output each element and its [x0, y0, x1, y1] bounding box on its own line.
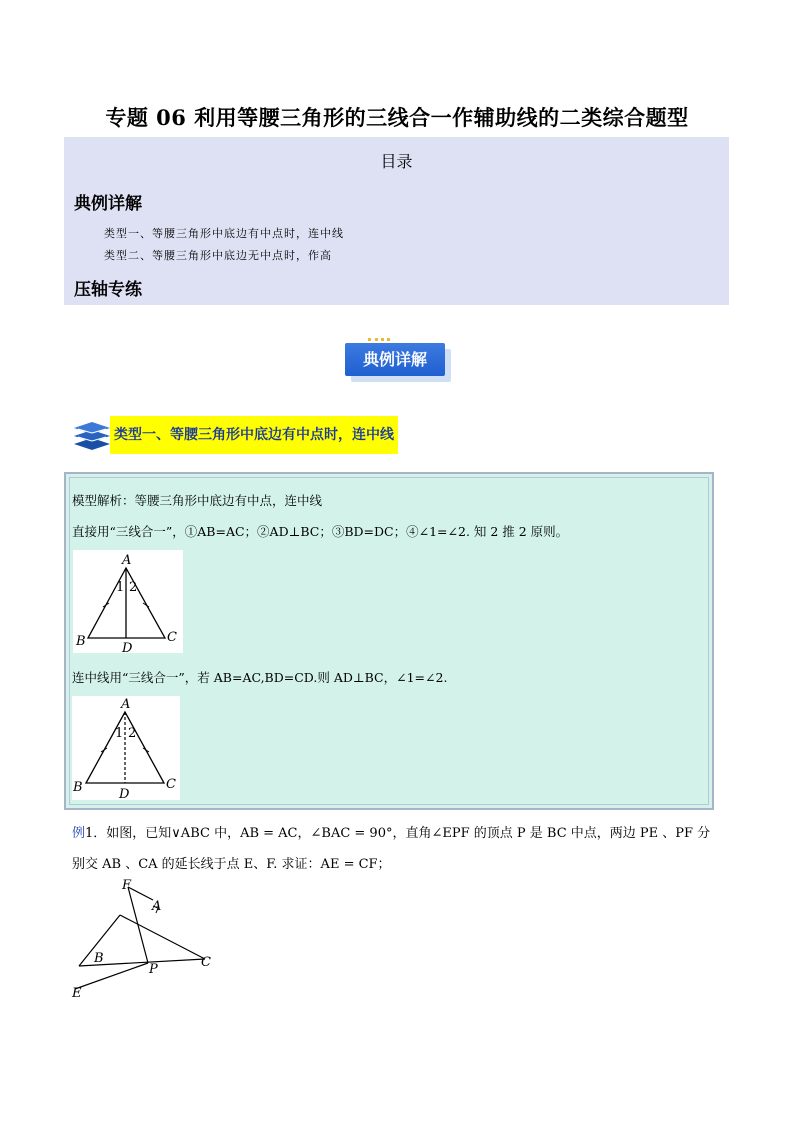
fig1-label-2: 2: [129, 580, 138, 595]
model-line-3: 连中线用“三线合一”，若 AB=AC,BD=CD.则 AD⊥BC，∠1=∠2.: [72, 670, 448, 685]
example-1-line-2: 别交 AB 、CA 的延长线于点 E、F. 求证：AE = CF；: [72, 857, 391, 872]
example-1-line-1: [72, 822, 710, 841]
ex-label-F: F: [122, 878, 132, 893]
ex-label-C: C: [201, 955, 211, 970]
toc-item-type1[interactable]: 类型一、等腰三角形中底边有中点时，连中线: [104, 227, 344, 240]
toc-section-practice[interactable]: 压轴专练: [74, 280, 142, 300]
table-of-contents: [64, 137, 729, 305]
example-number: 例: [72, 826, 86, 841]
fig2-label-C: C: [166, 777, 176, 792]
page-title: 专题 06 利用等腰三角形的三线合一作辅助线的二类综合题型: [105, 105, 689, 130]
ex-label-E: E: [72, 986, 82, 1001]
model-line-2: 直接用“三线合一”，①AB=AC；②AD⊥BC；③BD=DC；④∠1=∠2. 知 2 推 2 原则。: [72, 524, 569, 539]
figure-median-solid: [73, 550, 183, 653]
fig2-label-D: D: [119, 787, 130, 800]
fig1-label-A: A: [122, 553, 132, 568]
section-badge: 典例详解: [345, 343, 445, 376]
ex-label-A: A: [152, 899, 162, 914]
fig2-label-B: B: [73, 780, 83, 795]
fig1-label-1: 1: [116, 580, 125, 595]
figure-example-1: [68, 876, 218, 1001]
fig1-label-D: D: [122, 641, 133, 653]
fig1-label-C: C: [167, 630, 177, 645]
fig1-label-B: B: [76, 634, 86, 649]
type1-label: 类型一、等腰三角形中底边有中点时，连中线: [110, 416, 398, 454]
figure-median-dashed: [72, 696, 180, 800]
fig2-label-1: 1: [115, 726, 124, 741]
model-line-1: 模型解析：等腰三角形中底边有中点，连中线: [72, 493, 323, 508]
fig2-label-2: 2: [128, 726, 137, 741]
toc-section-examples[interactable]: 典例详解: [74, 194, 142, 214]
fig2-label-A: A: [121, 697, 131, 712]
toc-heading: 目录: [380, 152, 413, 171]
example-text-1: 1．如图，已知∨ABC 中，AB = AC，∠BAC = 90°，直角∠EPF 的顶点 P 是 BC 中点，两边 PE 、PF 分: [85, 826, 711, 841]
ex-label-P: P: [149, 962, 158, 977]
toc-item-type2[interactable]: 类型二、等腰三角形中底边无中点时，作高: [104, 249, 332, 262]
ex-label-B: B: [94, 951, 104, 966]
stacked-books-icon: [72, 418, 112, 452]
